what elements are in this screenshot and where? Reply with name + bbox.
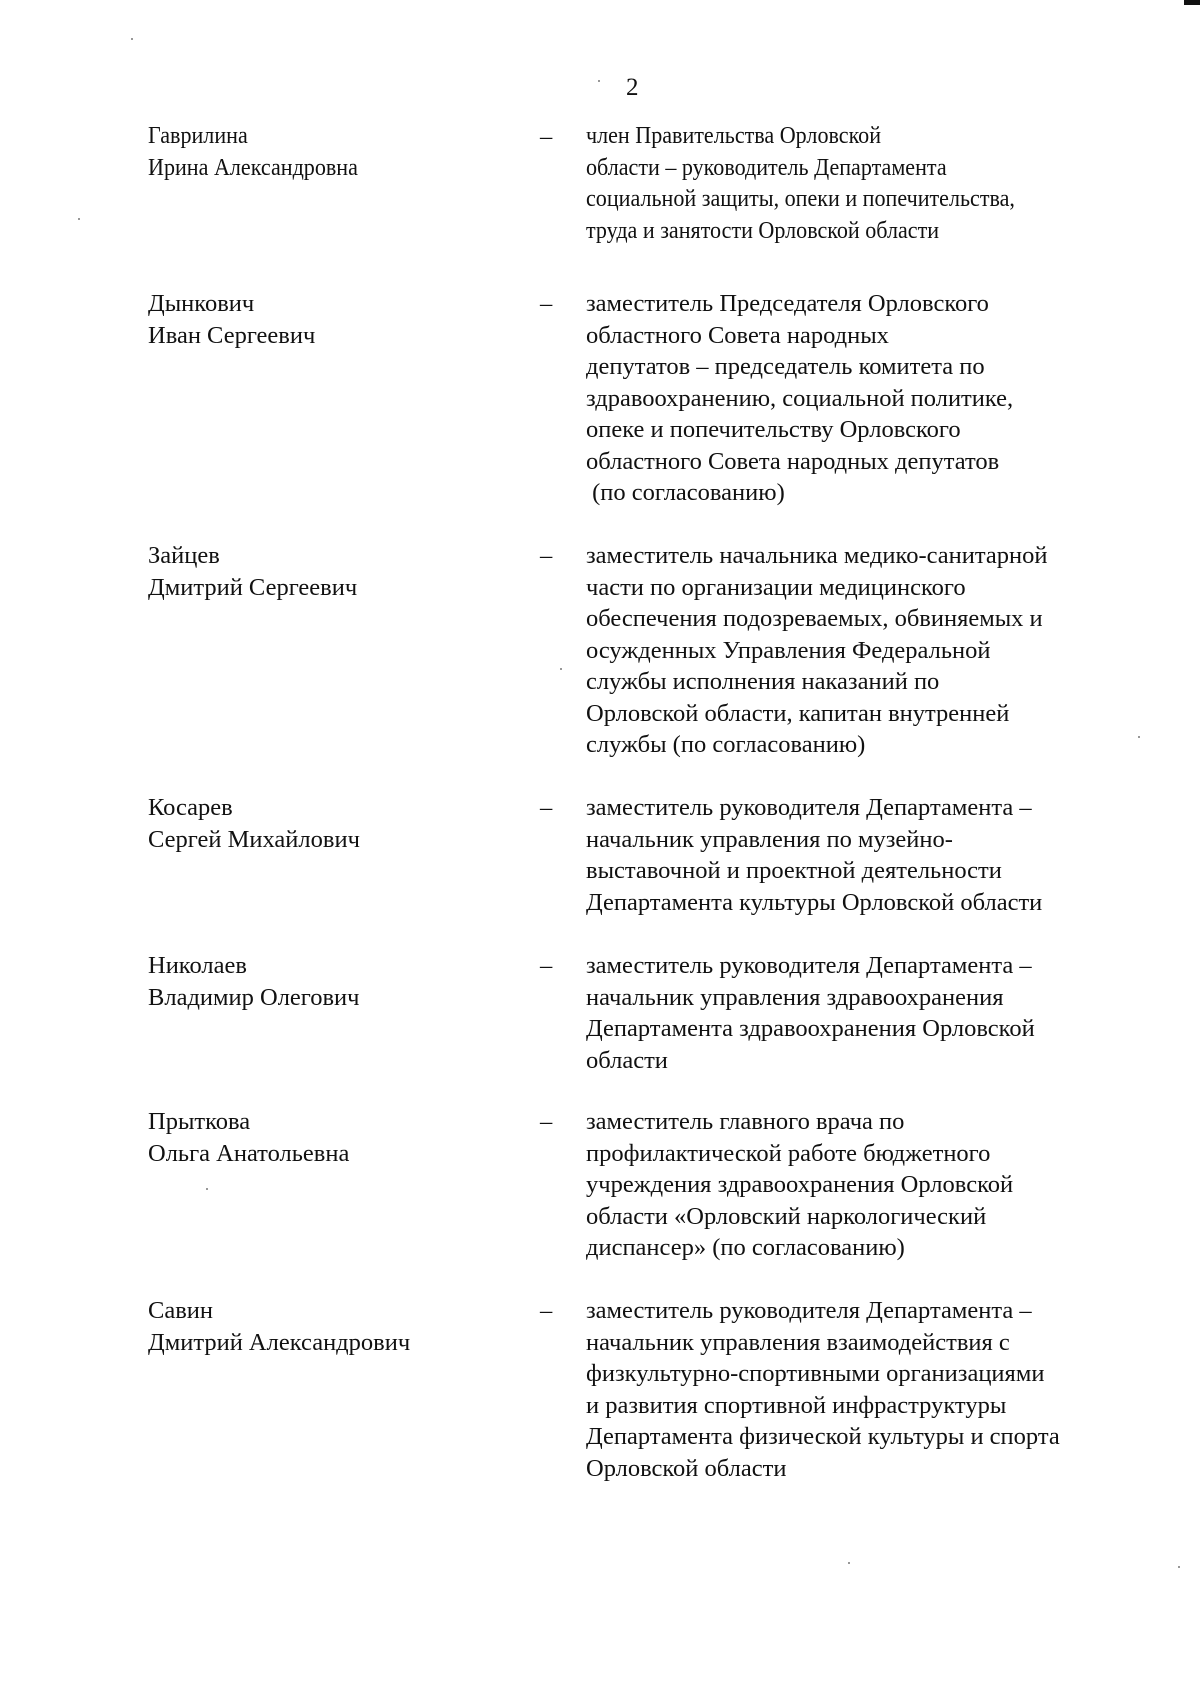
member-surname: Савин [148,1297,214,1324]
member-given-name: Владимир Олегович [148,983,360,1011]
member-name [148,1295,508,1358]
member-given-name: Ирина Александровна [148,154,358,181]
page-number: 2 [626,74,639,101]
position-line: осужденных Управления Федеральной [586,636,991,664]
position-line: обеспечения подозреваемых, обвиняемых и [586,605,1043,632]
position-line: Орловской области, капитан внутренней [586,699,1010,727]
member-position [586,950,1146,1076]
position-line: депутатов – председатель комитета по [586,353,985,380]
dash-separator: – [540,290,553,317]
position-line: и развития спортивной инфраструктуры [586,1391,1007,1419]
position-line: Департамента физической культуры и спорта [586,1423,1060,1450]
member-given-name: Дмитрий Александрович [148,1328,411,1356]
scan-speck [560,668,562,670]
position-line: труда и занятости Орловской области [586,217,940,244]
position-line: области – руководитель Департамента [586,154,947,181]
position-line: выставочной и проектной деятельности [586,857,1002,884]
member-name [148,540,508,603]
member-surname: Николаев [148,952,247,979]
position-line: начальник управления здравоохранения [586,983,1004,1011]
member-position [586,1106,1146,1264]
dash-separator: – [540,794,553,821]
dash-separator: – [540,952,553,979]
member-given-name: Иван Сергеевич [148,321,316,349]
member-name [148,288,508,351]
scan-speck [598,80,600,82]
member-name [148,950,508,1013]
position-line: Департамента культуры Орловской области [586,888,1043,916]
scan-speck [1178,1566,1180,1568]
position-line: заместитель главного врача по [586,1108,905,1135]
position-line: области «Орловский наркологический [586,1202,987,1230]
member-position [586,121,1101,247]
position-line: профилактической работе бюджетного [586,1139,991,1167]
member-surname: Косарев [148,794,233,821]
position-line: начальник управления по музейно- [586,825,953,853]
position-line: начальник управления взаимодействия с [586,1328,1010,1356]
member-surname: Зайцев [148,542,220,569]
position-line: учреждения здравоохранения Орловской [586,1171,1014,1198]
member-surname: Гаврилина [148,123,248,149]
position-line: службы исполнения наказаний по [586,668,940,695]
scan-speck [206,1188,208,1190]
position-line: здравоохранению, социальной политике, [586,384,1014,412]
scan-speck [848,1562,850,1564]
scan-speck [1138,736,1140,738]
member-given-name: Ольга Анатольевна [148,1139,350,1167]
position-line: заместитель руководителя Департамента – [586,1297,1032,1324]
member-name [148,792,508,855]
scan-corner-mark [1184,0,1200,5]
position-line: член Правительства Орловской [586,123,882,149]
member-position [586,1295,1146,1484]
dash-separator: – [540,542,553,569]
scan-speck [131,38,133,40]
position-line: физкультурно-спортивными организациями [586,1360,1045,1387]
position-line: опеке и попечительству Орловского [586,416,961,443]
position-line: заместитель начальника медико-санитарной [586,542,1048,569]
position-line: областного Совета народных [586,321,889,349]
position-line: заместитель руководителя Департамента – [586,794,1032,821]
member-position [586,540,1146,761]
member-name [148,121,479,184]
position-line: службы (по согласованию) [586,731,866,758]
scan-speck [78,218,80,220]
dash-separator: – [540,1297,553,1324]
dash-separator: – [540,1108,553,1135]
position-line: части по организации медицинского [586,573,966,601]
member-position [586,792,1146,918]
position-line: области [586,1046,668,1074]
member-given-name: Дмитрий Сергеевич [148,573,358,601]
position-line: Орловской области [586,1454,787,1482]
member-surname: Дынкович [148,290,255,317]
position-line: заместитель руководителя Департамента – [586,952,1032,979]
position-line: областного Совета народных депутатов [586,447,1000,475]
position-line: социальной защиты, опеки и попечительства, [586,186,1015,212]
dash-separator: – [540,123,553,150]
position-line: заместитель Председателя Орловского [586,290,989,317]
member-name [148,1106,508,1169]
member-position [586,288,1146,509]
position-line: Департамента здравоохранения Орловской [586,1015,1035,1042]
member-surname: Прыткова [148,1108,251,1135]
member-given-name: Сергей Михайлович [148,825,360,853]
position-line: (по согласованию) [586,479,785,506]
position-line: диспансер» (по согласованию) [586,1234,905,1261]
